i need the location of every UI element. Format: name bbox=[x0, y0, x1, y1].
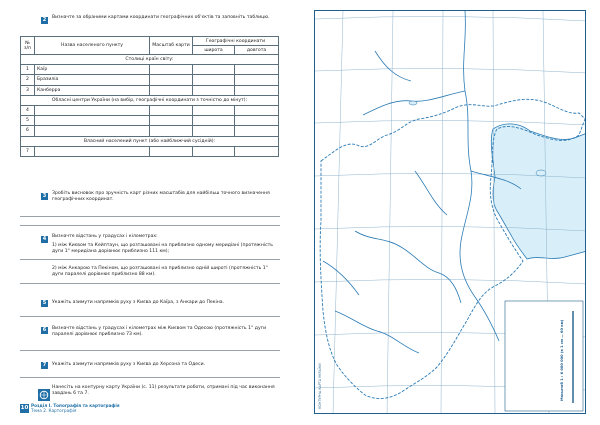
row-lon[interactable] bbox=[235, 75, 279, 85]
task-5-badge: 5 bbox=[42, 300, 47, 306]
task-3-badge: 3 bbox=[42, 193, 47, 199]
answer-line[interactable] bbox=[20, 283, 280, 284]
sea-area bbox=[491, 124, 586, 259]
row-lat[interactable] bbox=[193, 85, 235, 95]
row-lon[interactable] bbox=[235, 126, 279, 136]
rivers bbox=[323, 11, 521, 353]
scale-box bbox=[505, 301, 583, 411]
row-num: 4 bbox=[21, 105, 35, 115]
row-num: 5 bbox=[21, 116, 35, 126]
col-num-header: № з/п bbox=[21, 37, 35, 55]
section-own-settlement: Власний населений пункт (або найближчий сусідній): bbox=[21, 136, 279, 146]
row-name[interactable] bbox=[35, 116, 150, 126]
answer-line[interactable] bbox=[20, 225, 280, 226]
contour-map-drawing bbox=[315, 11, 586, 414]
page-number: 10 bbox=[20, 405, 29, 411]
row-name[interactable] bbox=[35, 146, 150, 156]
row-num: 1 bbox=[21, 65, 35, 75]
col-lon-header: довгота bbox=[235, 46, 279, 55]
row-scale[interactable] bbox=[150, 146, 193, 156]
col-lat-header: широта bbox=[193, 46, 235, 55]
row-scale[interactable] bbox=[150, 116, 193, 126]
table-row bbox=[21, 105, 279, 115]
col-name-header: Назва населеного пункту bbox=[35, 37, 150, 55]
map-scale-caption: Масштаб 1 : 6 000 000 (в 1 см — 60 км) bbox=[560, 319, 564, 401]
row-scale[interactable] bbox=[150, 126, 193, 136]
table-row bbox=[21, 146, 279, 156]
row-lon[interactable] bbox=[235, 146, 279, 156]
row-lon[interactable] bbox=[235, 65, 279, 75]
task-4-badge: 4 bbox=[42, 236, 47, 242]
row-lat[interactable] bbox=[193, 105, 235, 115]
table-row bbox=[21, 126, 279, 136]
task-4-heading: Визначте відстань у градусах і кілометрах: bbox=[52, 234, 158, 239]
answer-line[interactable] bbox=[20, 377, 280, 378]
table-row bbox=[21, 65, 279, 75]
task-4-item-2: 2) між Анкарою та Пекіном, що розташовані на приблизно одній широті (протяжність 1° дуги паралелі дорівнює приблизно 88 км). bbox=[52, 266, 268, 278]
answer-line[interactable] bbox=[20, 316, 280, 317]
table-row bbox=[21, 85, 279, 95]
map-left-caption: КОНТУРНА КАРТА УКРАЇНИ bbox=[318, 363, 322, 409]
row-name: Бразиліа bbox=[35, 75, 150, 85]
row-name[interactable] bbox=[35, 105, 150, 115]
row-lat[interactable] bbox=[193, 75, 235, 85]
answer-line[interactable] bbox=[20, 259, 280, 260]
row-num: 3 bbox=[21, 85, 35, 95]
table-row bbox=[21, 116, 279, 126]
section-capitals: Столиці країн світу: bbox=[21, 55, 279, 65]
footer-topic: Тема 2. Картографія bbox=[31, 408, 77, 414]
row-lat[interactable] bbox=[193, 65, 235, 75]
task-8-text: Нанесіть на контурну карту України (с. 11) результати роботи, отримані під час виконання завдань 6 та 7. bbox=[52, 385, 275, 397]
row-scale[interactable] bbox=[150, 105, 193, 115]
footer-caption bbox=[31, 403, 120, 413]
task-3-text: Зробіть висновок про зручність карт різних масштабів для найбільш точного визначення географічних координат. bbox=[52, 191, 270, 203]
col-coords-header: Географічні координати bbox=[193, 37, 279, 46]
row-lat[interactable] bbox=[193, 116, 235, 126]
row-scale[interactable] bbox=[150, 75, 193, 85]
row-lat[interactable] bbox=[193, 146, 235, 156]
globe-icon bbox=[38, 386, 50, 398]
section-oblast-centers: Обласні центри України (на вибір, географічні координати з точністю до мінут): bbox=[21, 95, 279, 105]
row-lon[interactable] bbox=[235, 85, 279, 95]
task-5-text: Укажіть азимути напрямків руху з Києва до Каїра, з Анкари до Пекіна. bbox=[52, 300, 225, 305]
coordinates-table bbox=[20, 36, 279, 157]
answer-line[interactable] bbox=[20, 350, 280, 351]
row-name[interactable] bbox=[35, 126, 150, 136]
row-lon[interactable] bbox=[235, 116, 279, 126]
row-scale[interactable] bbox=[150, 85, 193, 95]
row-num: 6 bbox=[21, 126, 35, 136]
task-6-text: Визначте відстань у градусах і кілометрах між Києвом та Одесою (протяжність 1° дуги паралелі дорівнює приблизно 73 км). bbox=[52, 326, 267, 338]
task-7-text: Укажіть азимути напрямків руху з Києва до Херсона та Одеси. bbox=[52, 362, 206, 367]
answer-line[interactable] bbox=[20, 216, 280, 217]
contour-map bbox=[314, 10, 586, 414]
col-scale-header: Масштаб карти bbox=[150, 37, 193, 55]
footer-section: Розділ І. Топографія та картографія bbox=[31, 403, 120, 408]
row-num: 7 bbox=[21, 146, 35, 156]
row-lon[interactable] bbox=[235, 105, 279, 115]
row-scale[interactable] bbox=[150, 65, 193, 75]
task-2-badge: 2 bbox=[42, 17, 47, 23]
row-lat[interactable] bbox=[193, 126, 235, 136]
task-7-badge: 7 bbox=[42, 362, 47, 368]
task-4-item-1: 1) між Києвом та Кейптаун, що розташовані на приблизно одному меридіані (протяжність дуги 1° меридіана дорівнює приблизно 111 км); bbox=[52, 243, 274, 255]
table-row bbox=[21, 75, 279, 85]
row-num: 2 bbox=[21, 75, 35, 85]
row-name: Канберра bbox=[35, 85, 150, 95]
row-name: Каїр bbox=[35, 65, 150, 75]
task-6-badge: 6 bbox=[42, 327, 47, 333]
task-2-text: Визначте за обраними картами координати географічних об'єктів та заповніть таблицю. bbox=[52, 15, 270, 20]
